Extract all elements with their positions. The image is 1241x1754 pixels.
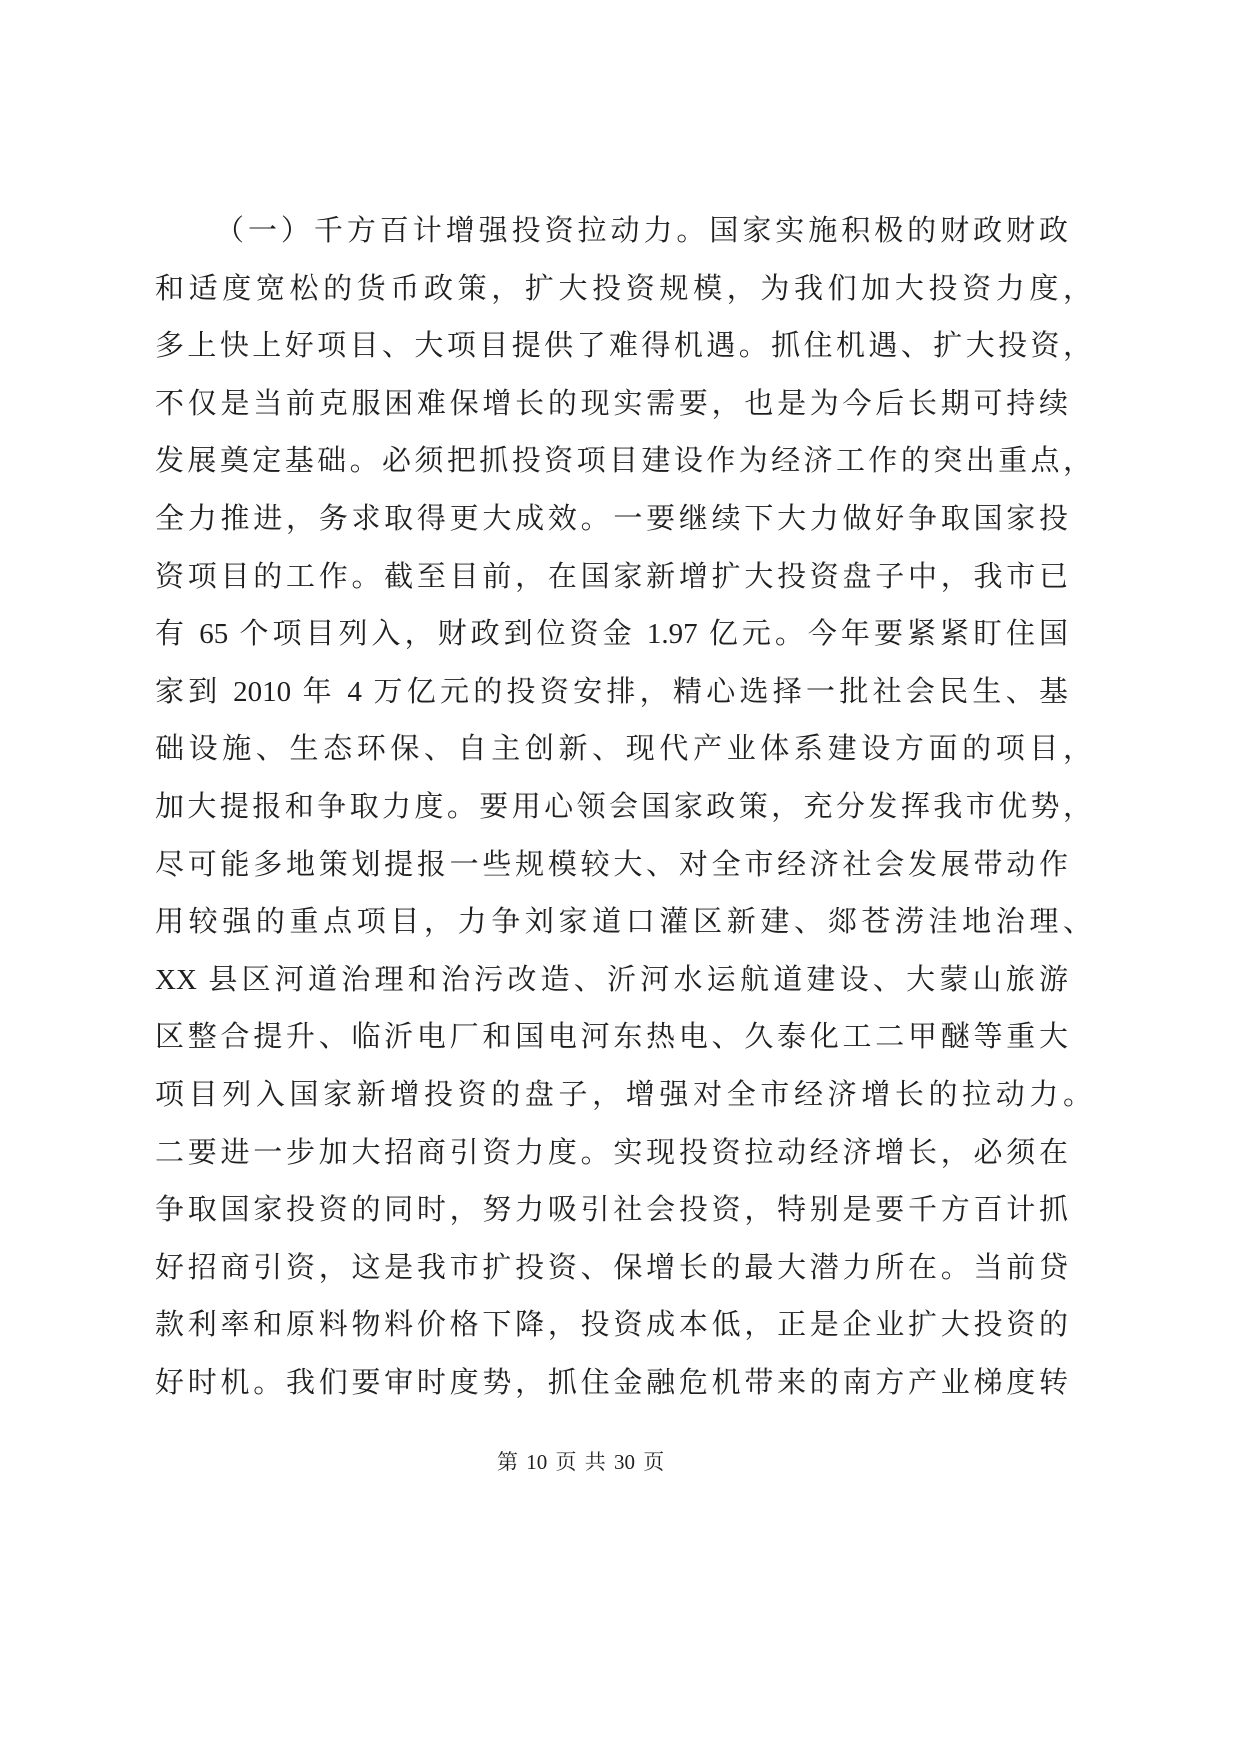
text-line: 加大提报和争取力度。要用心领会国家政策，充分发挥我市优势，	[155, 790, 1092, 823]
text-line: 项目列入国家新增投资的盘子，增强对全市经济增长的拉动力。	[155, 1078, 1092, 1111]
page-footer: 第 10 页 共 30 页	[497, 1450, 665, 1474]
text-line: 多上快上好项目、大项目提供了难得机遇。抓住机遇、扩大投资，	[155, 330, 1092, 363]
text-line: 用较强的重点项目，力争刘家道口灌区新建、郯苍涝洼地治理、	[155, 906, 1092, 939]
text-line: 家到 2010 年 4 万亿元的投资安排，精心选择一批社会民生、基	[155, 675, 1068, 708]
text-line: 好招商引资，这是我市扩投资、保增长的最大潜力所在。当前贷	[155, 1251, 1068, 1284]
text-line: 资项目的工作。截至目前，在国家新增扩大投资盘子中，我市已	[155, 560, 1068, 593]
text-line: 有 65 个项目列入，财政到位资金 1.97 亿元。今年要紧紧盯住国	[155, 618, 1068, 651]
text-line: （一）千方百计增强投资拉动力。国家实施积极的财政财政	[215, 215, 1068, 247]
body-text	[0, 203, 1241, 1412]
text-line: 二要进一步加大招商引资力度。实现投资拉动经济增长，必须在	[155, 1136, 1068, 1169]
text-line: 发展奠定基础。必须把抓投资项目建设作为经济工作的突出重点，	[155, 445, 1092, 478]
text-line: 区整合提升、临沂电厂和国电河东热电、久泰化工二甲醚等重大	[155, 1021, 1068, 1054]
text-line: XX 县区河道治理和治污改造、沂河水运航道建设、大蒙山旅游	[155, 963, 1068, 996]
text-line: 款利率和原料物料价格下降，投资成本低，正是企业扩大投资的	[155, 1309, 1068, 1342]
text-line: 争取国家投资的同时，努力吸引社会投资，特别是要千方百计抓	[155, 1194, 1068, 1227]
text-line: 全力推进，务求取得更大成效。一要继续下大力做好争取国家投	[155, 502, 1068, 535]
text-line: 础设施、生态环保、自主创新、现代产业体系建设方面的项目，	[155, 733, 1092, 766]
text-line: 不仅是当前克服困难保增长的现实需要，也是为今后长期可持续	[155, 387, 1068, 420]
text-line: 好时机。我们要审时度势，抓住金融危机带来的南方产业梯度转	[155, 1366, 1068, 1399]
text-line: 和适度宽松的货币政策，扩大投资规模，为我们加大投资力度，	[155, 272, 1092, 305]
text-line: 尽可能多地策划提报一些规模较大、对全市经济社会发展带动作	[155, 848, 1068, 881]
